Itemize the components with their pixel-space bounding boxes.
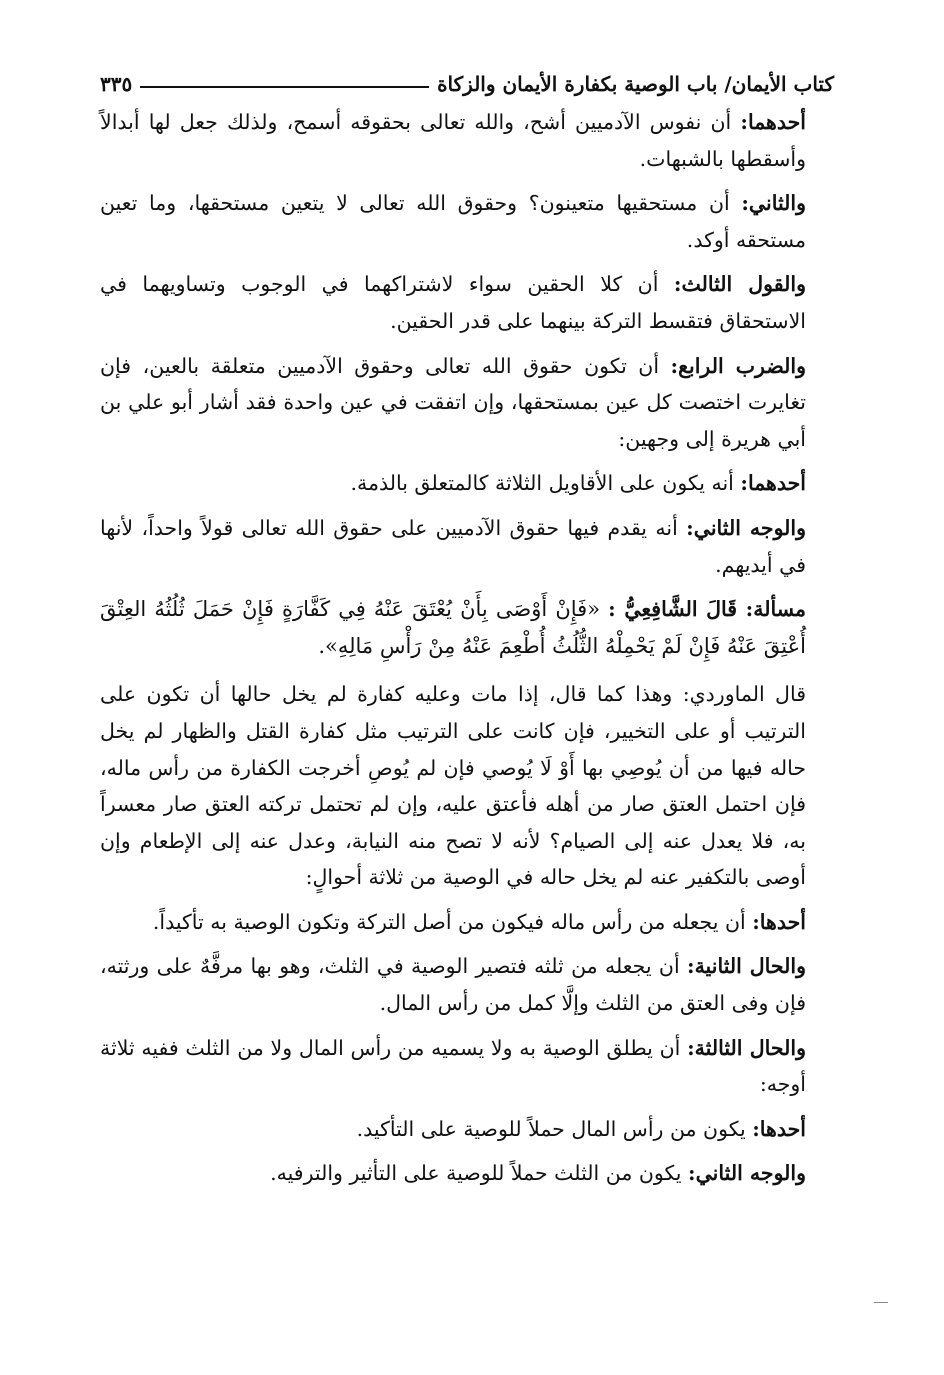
paragraph-text: أن نفوس الآدميين أشح، والله تعالى بحقوقه أسمح، ولذلك جعل لها أبدالاً وأسقطها بالشبهات. [100, 110, 806, 171]
paragraph-text: يكون من رأس المال حملاً للوصية على التأكيد. [356, 1116, 753, 1141]
paragraph-text: أن يطلق الوصية به ولا يسميه من رأس المال ولا من الثلث ففيه ثلاثة أوجه: [100, 1035, 806, 1097]
paragraph-lead: أحدهما: [740, 110, 806, 134]
page-number: ٣٣٥ [100, 72, 133, 96]
paragraph-text: أنه يكون على الأقاويل الثلاثة كالمتعلق بالذمة. [350, 471, 741, 496]
header-rule [140, 86, 429, 88]
paragraph-lead: والحال الثانية: [687, 954, 806, 979]
paragraph-lead: والحال الثالثة: [687, 1035, 807, 1060]
paragraph-lead: والوجه الثاني: [688, 1161, 806, 1186]
paragraph [100, 185, 834, 258]
masala-quote: «فَإِنْ أَوْصَى بِأَنْ يُعْتَقَ عَنْهُ فِي كَفَّارَةٍ فَإِنْ حَمَلَ ثُلُثُهُ العِتْقَ أُعْتِقَ عَنْهُ فَإِنْ لَمْ يَحْمِلْهُ الثُّلُثُ أُطْعِمَ عَنْهُ مِنْ رَأْسِ مَالِهِ». [100, 597, 806, 658]
paragraph-text: أن مستحقيها متعينون؟ وحقوق الله تعالى لا يتعين مستحقها، وما تعين مستحقه أوكد. [100, 191, 806, 252]
paragraph-text: أن يجعله من ثلثه فتصير الوصية في الثلث، وهو بها مرفَّهٌ على ورثته، فإن وفى العتق من الثلث وإلَّا كمل من رأس المال. [100, 954, 806, 1016]
paragraph [100, 1111, 834, 1148]
paragraph-lead: أحدها: [752, 909, 806, 934]
paragraph [100, 465, 834, 502]
paragraph-lead: أحدهما: [740, 471, 806, 496]
paragraph-lead: والثاني: [741, 191, 806, 216]
paragraph-text: أنه يقدم فيها حقوق الآدميين على حقوق الله تعالى قولاً واحداً، لأنها في أيديهم. [100, 515, 806, 577]
paragraph-text: أن يجعله من رأس ماله فيكون من أصل التركة وتكون الوصية به تأكيداً. [152, 909, 753, 934]
paragraph-lead: والوجه الثاني: [686, 515, 806, 540]
paragraph-text: يكون من الثلث حملاً للوصية على التأثير والترفيه. [270, 1161, 689, 1186]
chapter-title: كتاب الأيمان/ باب الوصية بكفارة الأيمان والزكاة [437, 72, 834, 96]
paragraph-text: أن تكون حقوق الله تعالى وحقوق الآدميين متعلقة بالعين، فإن تغايرت اختصت كل عين بمستحقها، وإن اتفقت في عين واحدة فقد أشار أبو علي بن أبي هريرة إلى وجهين: [100, 353, 806, 451]
paragraph-lead: والقول الثالث: [673, 272, 806, 297]
paragraph [100, 266, 834, 339]
paragraph [100, 104, 834, 177]
paragraph [100, 676, 834, 896]
paragraph [100, 348, 834, 458]
paragraph-text: أن كلا الحقين سواء لاشتراكهما في الوجوب وتساويهما في الاستحقاق فتقسط التركة بينهما على قدر الحقين. [100, 272, 806, 333]
masala-paragraph [100, 591, 834, 664]
paragraph-lead: والضرب الرابع: [670, 353, 806, 378]
running-head [100, 64, 834, 104]
paragraph [100, 1155, 834, 1192]
scan-mark [874, 1302, 888, 1303]
masala-lead: مسألة: قَالَ الشَّافِعِيُّ : [608, 597, 806, 622]
paragraph-text: قال الماوردي: وهذا كما قال، إذا مات وعليه كفارة لم يخل حالها أن تكون على الترتيب أو على التخيير، فإن كانت على الترتيب مثل كفارة القتل والظهار لم يخل حاله فيها من أن يُوصِي بها أَوْ لَا يُوصي فإن لم يُوصِ أخرجت الكفارة من رأس ماله، فإن احتمل العتق صار من أهله فأعتق عليه، وإن لم تحتمل تركته العتق صار معسراً به، فلا يعدل عنه إلى الصيام؟ لأنه لا تصح منه النيابة، وعدل عنه إلى الإطعام وإن أوصى بالتكفير عنه لم يخل حاله في الوصية من ثلاثة أحوالٍ: [100, 682, 806, 890]
paragraph [100, 1030, 834, 1103]
paragraph [100, 510, 834, 583]
paragraph-lead: أحدها: [752, 1116, 806, 1141]
paragraph [100, 904, 834, 941]
paragraph [100, 948, 834, 1021]
page-content [100, 64, 834, 1200]
